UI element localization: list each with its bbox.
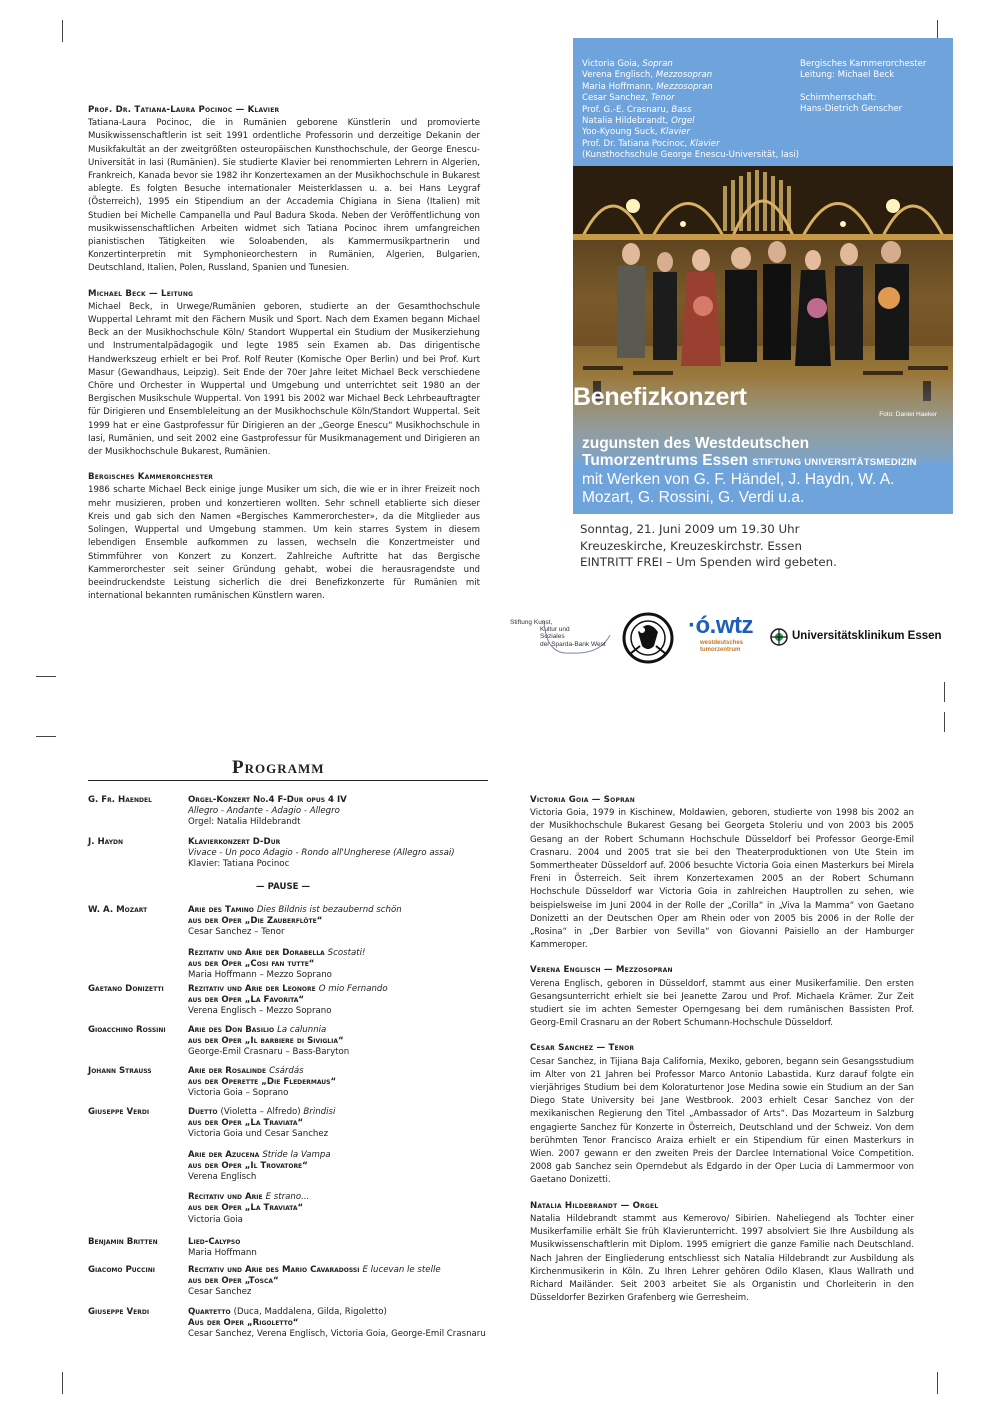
program-title: Programm	[232, 757, 325, 778]
bio-column-bottom	[530, 794, 914, 1317]
bio-text: Michael Beck, in Urwege/Rumänien geboren, studierte an der Gesamthochschule Wuppertal Lehramt mit den Fächern Musik und Sport. Nach dem Examen begann Michael Beck an der Musikhochschule Köln/ Standort Wuppertal ein Studium der Musikerziehung und Instrumentalpädagogik und legte 1985 sein Examen ab. Das dirigentische Handwerkszeug erhielt er bei Prof. Rolf Reuter (Komische Oper Berlin) und bei Prof. Kurt Masur (Gewandhaus, Leipzig). Seit Ende der 70er Jahre leitet Michael Beck verschiedene Chöre und Orchester in Wuppertal und Umgebung und unterrichtet seit 1980 an der Bergischen Musikschule Wuppertal. Von 1991 bis 2002 war Michael Beck Lehrbeauftragter für Dirigieren und Ensembleleitung an der Musikhochschule Köln/Standort Wuppertal. Seit 1999 hat er eine Gastprofessur für Dirigieren an der „George Enescu“ Musikhochschule in Iasi, Rumänien, und seit 2002 eine Gastprofessur für Musikmanagement und Dirigieren an der Musikhochschule Bukarest, Rumänien.	[88, 301, 480, 458]
program-line: Rezitativ und Arie der Dorabella Scostati!	[188, 947, 366, 958]
program-line: Klavier: Tatiana Pocinoc	[188, 859, 290, 870]
program-line: Maria Hoffmann	[188, 1248, 257, 1259]
program-composer: Gaetano Donizetti	[88, 984, 164, 994]
patronage-label: Schirmherrschaft:	[800, 92, 877, 103]
university-seal-logo	[620, 610, 676, 666]
program-line: Orgel: Natalia Hildebrandt	[188, 817, 301, 828]
cast-line: Prof. Dr. Tatiana Pocinoc, Klavier	[582, 138, 720, 149]
program-line: aus der Oper „Il barbiere di Siviglia“	[188, 1036, 344, 1047]
event-date: Sonntag, 21. Juni 2009 um 19.30 Uhr	[580, 522, 800, 536]
patron-name: Hans-Dietrich Genscher	[800, 104, 903, 115]
works-line: Mozart, G. Rossini, G. Verdi u.a.	[582, 489, 805, 506]
program-composer: Giuseppe Verdi	[88, 1107, 150, 1117]
uk-label: Universitätsklinikum Essen	[792, 630, 942, 642]
bio-heading: Michael Beck — Leitung	[88, 288, 194, 299]
program-work	[188, 1265, 488, 1299]
wtz-logo: ·ó.wtz westdeutsches tumorzentrum	[688, 612, 753, 653]
program-line: Arie der Azucena Stride la Vampa	[188, 1149, 331, 1160]
event-entry: EINTRITT FREI – Um Spenden wird gebeten.	[580, 555, 837, 569]
program-line: aus der Oper „La Traviata“	[188, 1203, 304, 1214]
program-work	[188, 1066, 488, 1100]
program-line: aus der Oper „Cosi fan tutte“	[188, 958, 315, 969]
cast-line: Natalia Hildebrandt, Orgel	[582, 116, 695, 127]
cast-line: (Kunsthochschule George Enescu-Universität, Iasi)	[582, 150, 800, 161]
program-work	[188, 1107, 488, 1226]
program-work	[188, 1307, 488, 1341]
program-composer: G. Fr. Haendel	[88, 795, 152, 805]
program-line: Arie des Tamino Dies Bildnis ist bezaubernd schön	[188, 905, 402, 915]
program-line: aus der Oper „La Traviata“	[188, 1118, 304, 1129]
program-line: Klavierkonzert D-Dur	[188, 837, 281, 847]
event-details	[580, 521, 837, 571]
bio-text: Victoria Goia, 1979 in Kischinew, Moldawien, geboren, studierte von 1998 bis 2002 an der Musikhochschule Bukarest Gesang bei Georgeta Stoleriu und von 2003 bis 2005 Gesang an der Robert Schumann Hochschule Düsseldorf bei Professor George-Emil Crasnaru. 2004 und 2005 trat sie bei den Theaterproduktionen von Ute Stein im Sommertheater Düsseldorf auf. 2006 besuchte Victoria Goia einen Masterkurs bei Mirela Freni in Österreich. Seit ihrem Konzertexamen 2005 an der Robert Schumann Hochschule Düsseldorf war Victoria Goia in zahlreichen Hauptrollen zu sehen, wie beispielsweise im Juni 2004 in der Rolle der „Corilla“ in „Viva la Mamma“ von Gaetano Donizetti an der Deutschen Oper am Rhein oder von 2005 bis 2006 in der Rolle der „Rosina“ in „Der Barbier von Sevilla“ von Giovanni Paisiello an der Hamburger Kammeroper.	[530, 808, 914, 951]
bio-text: Tatiana-Laura Pocinoc, die in Rumänien geborene Künstlerin und promovierte Musikwissenschaftlerin ist seit 1991 ordentliche Professorin und derzeitige Dekanin der Musikfakultät an der zweitgrößten osteuropäischen Kunsthochschule, der George Enescu-Universität in Iasi (Rumänien). Sie studierte Klavier bei renommierten Lehrern in Algerien, Frankreich, Kanada bevor sie 1982 ihr Konzertexamen an der Musikhochschule in Bukarest ablegte. Es folgten Besuche internationaler Meisterklassen u. a. bei Hans Leygraf (Österreich), 1995 ein Stipendium an der Accademia Chigiana in Siena (Italien) mit Studien bei Michelle Campanella und Paul Badura Skoda. Neben der Veröffentlichung von musikwissenschaftlichen Arbeiten widmet sich Tatiana Pocinoc ihrem umfangreichen pianistischen Tätigkeiten wie Soloabenden, als Kammermusikpartnerin und Konzertinterpretin mit Symphonieorchestern in Rumänien, Algerien, Bulgarien, Deutschland, Italien, Polen, Russland, Spanien und Tunesien.	[88, 118, 480, 274]
program-line: Arie des Don Basilio La calunnia	[188, 1025, 327, 1035]
program-line: Recitativ und Arie E strano...	[188, 1192, 310, 1203]
concert-title: Benefizkonzert	[573, 383, 747, 411]
stiftung-label: STIFTUNG UNIVERSITÄTSMEDIZIN	[752, 457, 917, 468]
program-work	[188, 795, 488, 829]
crop-mark	[944, 682, 945, 702]
cast-list	[582, 59, 799, 162]
program-line: Cesar Sanchez	[188, 1287, 252, 1298]
bio-column-top	[88, 104, 480, 615]
bio-heading: Bergisches Kammerorchester	[88, 472, 214, 483]
concert-subtitle	[582, 435, 952, 507]
program-line: Victoria Goia und Cesar Sanchez	[188, 1129, 329, 1140]
program-line: Allegro - Andante - Adagio - Allegro	[188, 806, 340, 817]
program-line: Duetto (Violetta – Alfredo) Brindisi	[188, 1107, 336, 1117]
crop-mark	[62, 1372, 63, 1394]
program-composer: Johann Strauss	[88, 1066, 152, 1076]
cast-line: Prof. G.-E. Crasnaru, Bass	[582, 104, 692, 115]
bio-kammerorchester	[88, 471, 480, 603]
cast-line: Cesar Sanchez, Tenor	[582, 93, 675, 104]
program-line: Lied-Calypso	[188, 1237, 241, 1247]
program-line: Verena Englisch – Mezzo Soprano	[188, 1006, 332, 1017]
program-composer: Giuseppe Verdi	[88, 1307, 150, 1317]
program-line: Victoria Goia – Soprano	[188, 1088, 289, 1099]
photo-credit: Foto: Daniel Haeker	[879, 411, 937, 418]
cast-line: Verena Englisch, Mezzosopran	[582, 70, 713, 81]
cast-line: Victoria Goia, Sopran	[582, 59, 673, 69]
program-line: Orgel-Konzert No.4 F-Dur opus 4 IV	[188, 795, 347, 805]
program-line: Maria Hoffmann – Mezzo Soprano	[188, 970, 332, 981]
program-line: Cesar Sanchez – Tenor	[188, 927, 285, 938]
program-line: Verena Englisch	[188, 1172, 257, 1183]
stiftung-sparda-logo: Stiftung Kunst, Kultur und Soziales der Sparda-Bank West	[510, 615, 618, 659]
hero-panel	[573, 38, 953, 514]
orchestra-name: Bergisches Kammerorchester	[800, 59, 927, 69]
bio-heading: Victoria Goia — Sopran	[530, 795, 635, 805]
bio-heading: Natalia Hildebrandt — Orgel	[530, 1200, 659, 1211]
program-rule	[88, 780, 488, 781]
subtitle-line: zugunsten des Westdeutschen	[582, 435, 810, 452]
crop-mark	[62, 20, 63, 42]
crop-mark	[944, 712, 945, 732]
program-line: Quartetto (Duca, Maddalena, Gilda, Rigoletto)	[188, 1307, 387, 1317]
works-line: mit Werken von G. F. Händel, J. Haydn, W. A.	[582, 471, 895, 488]
program-composer: J. Haydn	[88, 837, 124, 847]
program-composer: W. A. Mozart	[88, 905, 148, 915]
program-line: aus der Operette „Die Fledermaus“	[188, 1077, 337, 1088]
bio-sanchez	[530, 1042, 914, 1187]
program-line: aus der Oper „Die Zauberflöte“	[188, 916, 323, 927]
program-line: Vivace - Un poco Adagio - Rondo all'Ungherese (Allegro assai)	[188, 848, 455, 859]
program-composer: Gioacchino Rossini	[88, 1025, 166, 1035]
crop-mark	[36, 676, 56, 677]
event-venue: Kreuzeskirche, Kreuzeskirchstr. Essen	[580, 538, 802, 553]
program-work	[188, 1025, 488, 1059]
program-line: Victoria Goia	[188, 1214, 243, 1225]
crop-mark	[937, 1372, 938, 1394]
program-line: Aus der Oper „Rigoletto“	[188, 1318, 299, 1329]
bio-text: Natalia Hildebrandt stammt aus Kemerovo/ Sibirien. Naheliegend als Tochter einer Musikerfamilie erhält Sie früh Klavierunterricht. 1997 absolviert Sie Ihre Ausbildung als Musikwissenschaftlerin mit Diplom. 1995 emigriert die ganze Familie nach Deutschland. Nach Jahren der Eingliederung entschliesst sich Natalia Hildebrandt zur Ausbildung als Kirchenmusikerin in Köln. Zu Ihren Lehrer gehören Odilo Klasen, Klaus Wallrath und Richard Mailänder. Seit 2003 arbeitet Sie als Organistin und Chorleiterin in den Düsseldorfer Bezirken Grafenberg wie Gerresheim.	[530, 1213, 914, 1304]
program-line: Recitativ und Arie des Mario Cavaradossi E lucevan le stelle	[188, 1265, 441, 1275]
cast-line: Maria Hoffmann, Mezzosopran	[582, 81, 713, 92]
cast-line: Yoo-Kyoung Suck, Klavier	[582, 127, 690, 138]
crop-mark	[36, 736, 56, 737]
bio-text: Verena Englisch, geboren in Düsseldorf, stammt aus einer Musikerfamilie. Den ersten Gesangsunterricht erhielt sie bei Jeanette Zarou und Prof. Michaela Krämer. Zur Zeit studiert sie im achten Semester Operngesang bei dem rumänischen Bassisten Prof. Georg-Emil Crasnaru an der Robert Schumann-Hochschule Düsseldorf.	[530, 978, 914, 1029]
bio-heading: Cesar Sanchez — Tenor	[530, 1043, 635, 1054]
program-composer: Benjamin Britten	[88, 1237, 158, 1247]
bio-beck	[88, 288, 480, 460]
program-work	[188, 837, 488, 871]
bio-englisch	[530, 964, 914, 1030]
program-work	[188, 984, 488, 1018]
program-composer: Giacomo Puccini	[88, 1265, 155, 1275]
bio-text: Cesar Sanchez, in Tijiana Baja California, Mexiko, geboren, begann sein Gesangsstudium im Alter von 21 Jahren bei Professor Marco Antonio Labastida. Kurz darauf folgte ein vierjähriges Studium bei dem Koloraturtenor Jose Medina sowie ein Studium an der San Diego State University bei Jane Westbrook. 2003 erhielt Cesar Sanchez von der mexikanischen Regierung den Titel „Ambassador of Arts“. Das Mozarteum in Salzburg engagierte Sanchez für Konzerte in Österreich, Deutschland und der Schweiz. Von dem berühmten Tenor Francisco Araiza erhielt er ein Stipendium für einen Masterkurs in Wien. 2007 gewann er den zweiten Preis der Darclee International Voice Competition. 2008 gab Sanchez sein Operndebut als Edgardo in der Oper Lucia di Lammermoor von Gaetano Donizetti.	[530, 1056, 914, 1186]
program-pause: — PAUSE —	[256, 882, 311, 892]
subtitle-line: Tumorzentrums Essen STIFTUNG UNIVERSITÄTSMEDIZIN	[582, 452, 917, 469]
program-line: George-Emil Crasnaru – Bass-Baryton	[188, 1047, 350, 1058]
program-work	[188, 905, 488, 981]
program-work	[188, 1237, 488, 1259]
program-line: Arie der Rosalinde Csárdás	[188, 1066, 304, 1076]
program-line: aus der Oper „Tosca“	[188, 1276, 279, 1287]
orchestra-block	[800, 59, 926, 116]
bio-heading: Verena Englisch — Mezzosopran	[530, 965, 673, 976]
program-line: aus der Oper „La Favorita“	[188, 995, 305, 1006]
program-line: aus der Oper „Il Trovatore“	[188, 1160, 308, 1171]
bio-pocinoc	[88, 104, 480, 276]
bio-text: 1986 scharte Michael Beck einige junge Musiker um sich, die wie er in ihrer Freizeit noch mehr musizieren, proben und konzertieren wollten. Sehr schnell etablierte sich dieser Kreis und gab sich den Namen «Bergisches Kammerorchester», da die Mitglieder aus Solingen, Wuppertal und Umgebung stammen. Um kein starres System in diesem lebendigen Ensemble aufkommen zu lassen, wechseln die Konzertmeister und Stimmführer von Konzert zu Konzert. Zahlreiche Auftritte hat das Bergische Kammerorchester seit seiner Gründung gehabt, wobei die herausragendste und beeindruckendste Leistung sicherlich die drei Benefizkonzerte für Rumänien mit international bekannten rumänischen Künstlern waren.	[88, 485, 480, 602]
program-line: Rezitativ und Arie der Leonore O mio Fernando	[188, 984, 388, 994]
bio-heading: Prof. Dr. Tatiana-Laura Pocinoc — Klavier	[88, 105, 280, 115]
program-line: Cesar Sanchez, Verena Englisch, Victoria Goia, George-Emil Crasnaru	[188, 1329, 486, 1340]
orchestra-leitung: Leitung: Michael Beck	[800, 70, 895, 81]
bio-goia	[530, 794, 914, 952]
bio-hildebrandt	[530, 1200, 914, 1306]
universitaetsklinikum-logo	[770, 628, 950, 648]
